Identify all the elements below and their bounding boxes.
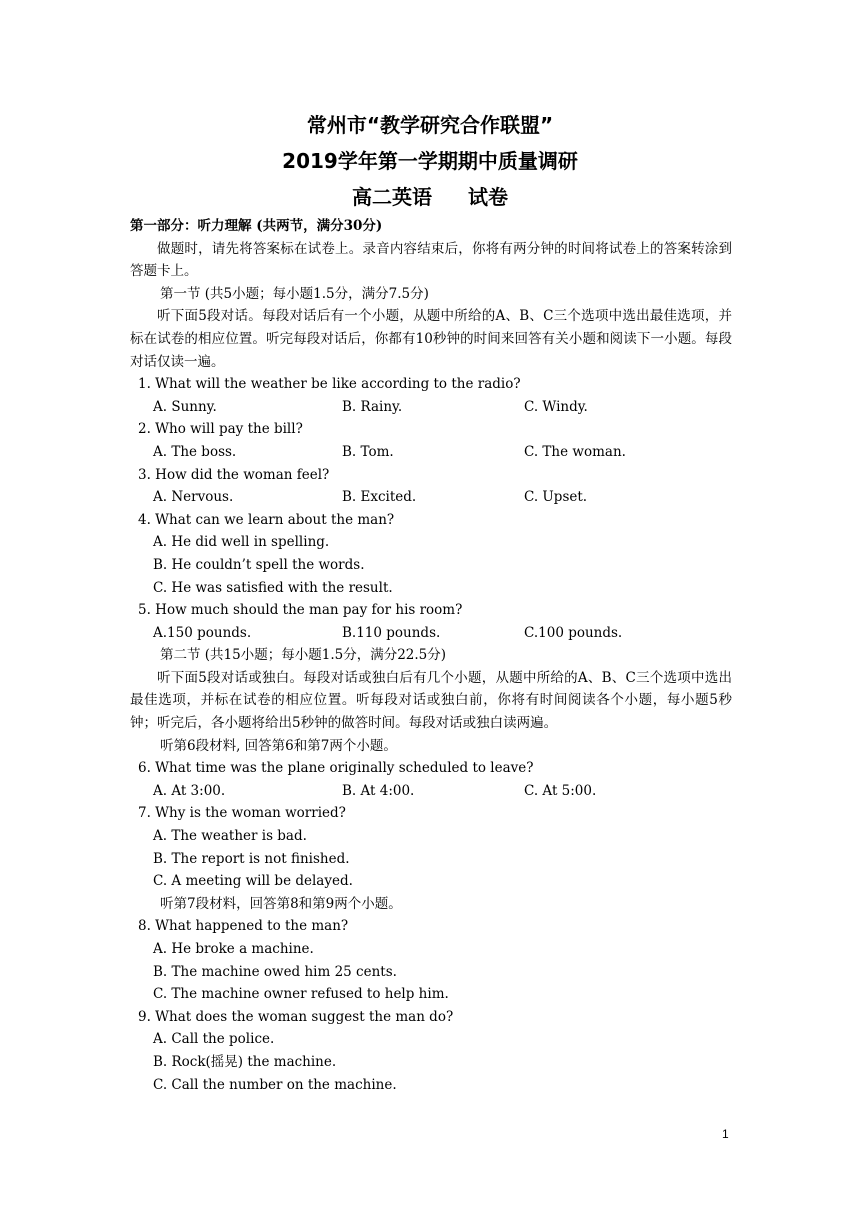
question-5: 5. How much should the man pay for his room? (138, 602, 463, 619)
option-b: B. The machine owed him 25 cents. (153, 963, 397, 980)
exam-title-alliance: 常州市“教学研究合作联盟” (306, 113, 554, 137)
option-b: B. At 4:00. (342, 782, 415, 799)
option-b: B. He couldn’t spell the words. (153, 556, 365, 573)
option-a: A. Nervous. (153, 489, 234, 506)
options-3 (130, 486, 732, 509)
option-b: B.110 pounds. (342, 624, 441, 641)
option-c: C. The machine owner refused to help him. (153, 986, 449, 1003)
page-number: 1 (722, 1127, 729, 1141)
exam-content (130, 215, 732, 1096)
question-9: 9. What does the woman suggest the man do? (138, 1008, 454, 1025)
exam-title-term: 2019学年第一学期期中质量调研 (282, 149, 578, 173)
option-c: C. The woman. (524, 443, 626, 460)
section2-instruction: 听下面5段对话或独白。每段对话或独白后有几个小题，从题中所给的A、B、C三个选项中选出最佳选项，并标在试卷的相应位置。听每段对话或独白前，你将有时间阅读各个小题，每小题5秒钟；听完后，各小题将给出5秒钟的做答时间。每段对话或独白读两遍。 (130, 669, 732, 732)
option-b: B. Tom. (342, 443, 394, 460)
option-b: B. Rainy. (342, 398, 403, 415)
option-a: A. Sunny. (153, 398, 217, 415)
part1-instruction: 做题时，请先将答案标在试卷上。录音内容结束后，你将有两分钟的时间将试卷上的答案转涂到答题卡上。 (130, 240, 732, 280)
exam-title-subject (0, 184, 860, 210)
option-c: C.100 pounds. (524, 624, 623, 641)
subject-label: 高二英语 (352, 185, 432, 209)
material-6-instruction: 听第6段材料, 回答第6和第7两个小题。 (160, 737, 397, 754)
question-4: 4. What can we learn about the man? (138, 511, 395, 528)
option-a: A. The weather is bad. (153, 828, 307, 845)
options-1 (130, 396, 732, 419)
options-6 (130, 780, 732, 803)
question-1: 1. What will the weather be like according to the radio? (138, 376, 521, 393)
option-c: C. Call the number on the machine. (153, 1076, 397, 1093)
question-8: 8. What happened to the man? (138, 918, 349, 935)
section1-instruction: 听下面5段对话。每段对话后有一个小题，从题中所给的A、B、C三个选项中选出最佳选项，并标在试卷的相应位置。听完每段对话后，你都有10秒钟的时间来回答有关小题和阅读下一小题。每段对话仅读一遍。 (130, 308, 732, 370)
option-a: A. He broke a machine. (153, 941, 314, 957)
option-a: A. The boss. (153, 443, 237, 460)
option-b: B. Rock(摇晃) the machine. (153, 1053, 337, 1070)
option-c: C. He was satisfied with the result. (153, 579, 393, 596)
section1-heading: 第一节 (共5小题；每小题1.5分，满分7.5分) (160, 285, 429, 302)
section2-heading: 第二节 (共15小题；每小题1.5分，满分22.5分) (160, 647, 447, 664)
option-a: A. Call the police. (153, 1031, 275, 1048)
question-7: 7. Why is the woman worried? (138, 805, 346, 822)
option-a: A. He did well in spelling. (153, 534, 330, 551)
paper-label: 试卷 (468, 185, 508, 209)
option-c: C. A meeting will be delayed. (153, 873, 353, 890)
option-a: A. At 3:00. (153, 782, 226, 799)
option-c: C. Upset. (524, 489, 588, 506)
question-2: 2. Who will pay the bill? (138, 421, 303, 438)
option-b: B. The report is not finished. (153, 850, 350, 867)
option-a: A.150 pounds. (153, 624, 252, 641)
options-2 (130, 441, 732, 464)
option-c: C. At 5:00. (524, 782, 597, 799)
part1-heading: 第一部分：听力理解 (共两节，满分30分) (130, 218, 383, 234)
question-3: 3. How did the woman feel? (138, 466, 330, 483)
options-5 (130, 622, 732, 645)
question-6: 6. What time was the plane originally scheduled to leave? (138, 760, 534, 777)
material-7-instruction: 听第7段材料，回答第8和第9两个小题。 (160, 895, 402, 912)
option-c: C. Windy. (524, 398, 588, 415)
option-b: B. Excited. (342, 489, 417, 506)
